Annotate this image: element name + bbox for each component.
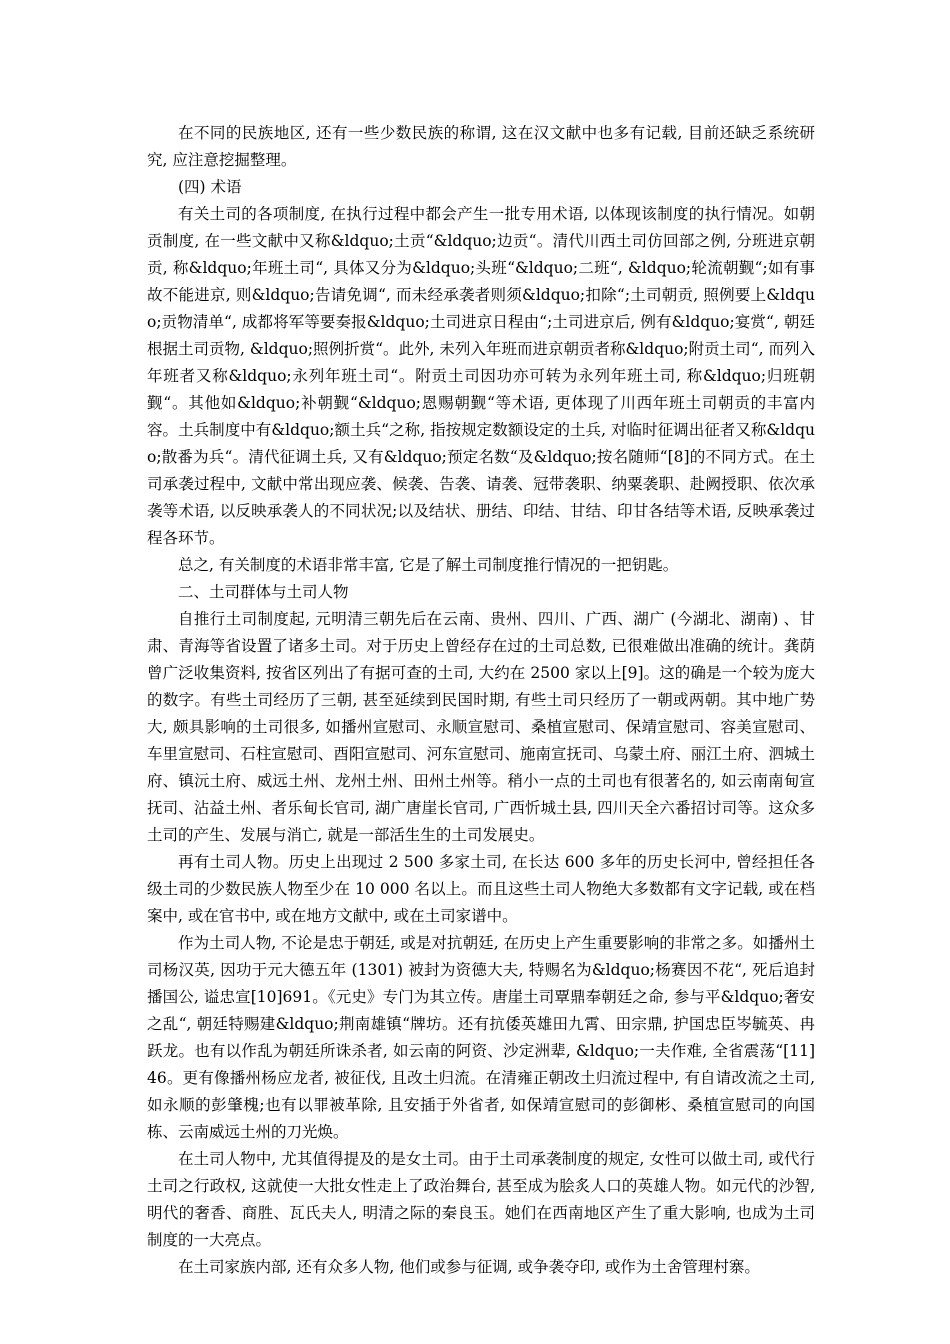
document-page: [147, 120, 815, 1281]
section-heading: 二、土司群体与土司人物: [178, 583, 349, 601]
paragraph: 总之, 有关制度的术语非常丰富, 它是了解土司制度推行情况的一把钥匙。: [178, 556, 679, 574]
paragraph: 在土司家族内部, 还有众多人物, 他们或参与征调, 或争袭夺印, 或作为土舍管理村寨。: [178, 1258, 760, 1276]
paragraph: 作为土司人物, 不论是忠于朝廷, 或是对抗朝廷, 在历史上产生重要影响的非常之多。如播州土司杨汉英, 因功于元大德五年 (1301) 被封为资德大夫, 特赐名为&ldquo;杨赛因不花“, 死后追封播国公, 谥忠宣[10]691。《元史》专门为其立传。唐崖土司覃鼎奉朝廷之命, 参与平&ldquo;奢安之乱“, 朝廷特赐建&ldquo;荆南雄镇“牌坊。还有抗倭英雄田九霄、田宗鼎, 护国忠臣岑毓英、冉跃龙。也有以作乱为朝廷所诛杀者, 如云南的阿资、沙定洲辈, &ldquo;一夫作难, 全省震荡“[11]46。更有像播州杨应龙者, 被征伐, 且改土归流。在清雍正朝改土归流过程中, 有自请改流之土司, 如永顺的彭肇槐;也有以罪被革除, 且安插于外省者, 如保靖宣慰司的彭御彬、桑植宣慰司的向国栋、云南威远土州的刀光焕。: [147, 934, 815, 1141]
paragraph: 在土司人物中, 尤其值得提及的是女土司。由于土司承袭制度的规定, 女性可以做土司, 或代行土司之行政权, 这就使一大批女性走上了政治舞台, 甚至成为脍炙人口的英雄人物。如元代的沙智, 明代的奢香、商胜、瓦氏夫人, 明清之际的秦良玉。她们在西南地区产生了重大影响, 也成为土司制度的一大亮点。: [147, 1150, 815, 1249]
paragraph: 自推行土司制度起, 元明清三朝先后在云南、贵州、四川、广西、湖广 (今湖北、湖南) 、甘肃、青海等省设置了诸多土司。对于历史上曾经存在过的土司总数, 已很难做出准确的统计。龚荫曾广泛收集资料, 按省区列出了有据可查的土司, 大约在 2500 家以上[9]。这的确是一个较为庞大的数字。有些土司经历了三朝, 甚至延续到民国时期, 有些土司只经历了一朝或两朝。其中地广势大, 颇具影响的土司很多, 如播州宣慰司、永顺宣慰司、桑植宣慰司、保靖宣慰司、容美宣慰司、车里宣慰司、石柱宣慰司、酉阳宣慰司、河东宣慰司、施南宣抚司、乌蒙土府、丽江土府、泗城土府、镇沅土府、威远土州、龙州土州、田州土州等。稍小一点的土司也有很著名的, 如云南南甸宣抚司、沾益土州、者乐甸长官司, 湖广唐崖长官司, 广西忻城土县, 四川天全六番招讨司等。这众多土司的产生、发展与消亡, 就是一部活生生的土司发展史。: [147, 610, 815, 844]
paragraph: 在不同的民族地区, 还有一些少数民族的称谓, 这在汉文献中也多有记载, 目前还缺乏系统研究, 应注意挖掘整理。: [147, 124, 815, 169]
section-heading: (四) 术语: [178, 178, 242, 196]
paragraph: 再有土司人物。历史上出现过 2 500 多家土司, 在长达 600 多年的历史长河中, 曾经担任各级土司的少数民族人物至少在 10 000 名以上。而且这些土司人物绝大多数都有文字记载, 或在档案中, 或在官书中, 或在地方文献中, 或在土司家谱中。: [147, 853, 815, 925]
paragraph: 有关土司的各项制度, 在执行过程中都会产生一批专用术语, 以体现该制度的执行情况。如朝贡制度, 在一些文献中又称&ldquo;土贡“&ldquo;边贡“。清代川西土司仿回部之例, 分班进京朝贡, 称&ldquo;年班土司“, 具体又分为&ldquo;头班“&ldquo;二班“, &ldquo;轮流朝觐“;如有事故不能进京, 则&ldquo;告请免调“, 而未经承袭者则须&ldquo;扣除“;土司朝贡, 照例要上&ldquo;贡物清单“, 成都将军等要奏报&ldquo;土司进京日程由“;土司进京后, 例有&ldquo;宴赏“, 朝廷根据土司贡物, &ldquo;照例折赏“。此外, 未列入年班而进京朝贡者称&ldquo;附贡土司“, 而列入年班者又称&ldquo;永列年班土司“。附贡土司因功亦可转为永列年班土司, 称&ldquo;归班朝觐“。其他如&ldquo;补朝觐“&ldquo;恩赐朝觐“等术语, 更体现了川西年班土司朝贡的丰富内容。土兵制度中有&ldquo;额土兵“之称, 指按规定数额设定的土兵, 对临时征调出征者又称&ldquo;散番为兵“。清代征调土兵, 又有&ldquo;预定名数“及&ldquo;按名随师“[8]的不同方式。在土司承袭过程中, 文献中常出现应袭、候袭、告袭、请袭、冠带袭职、纳粟袭职、赴阙授职、依次承袭等术语, 以反映承袭人的不同状况;以及结状、册结、印结、甘结、印甘各结等术语, 反映承袭过程各环节。: [147, 205, 815, 547]
